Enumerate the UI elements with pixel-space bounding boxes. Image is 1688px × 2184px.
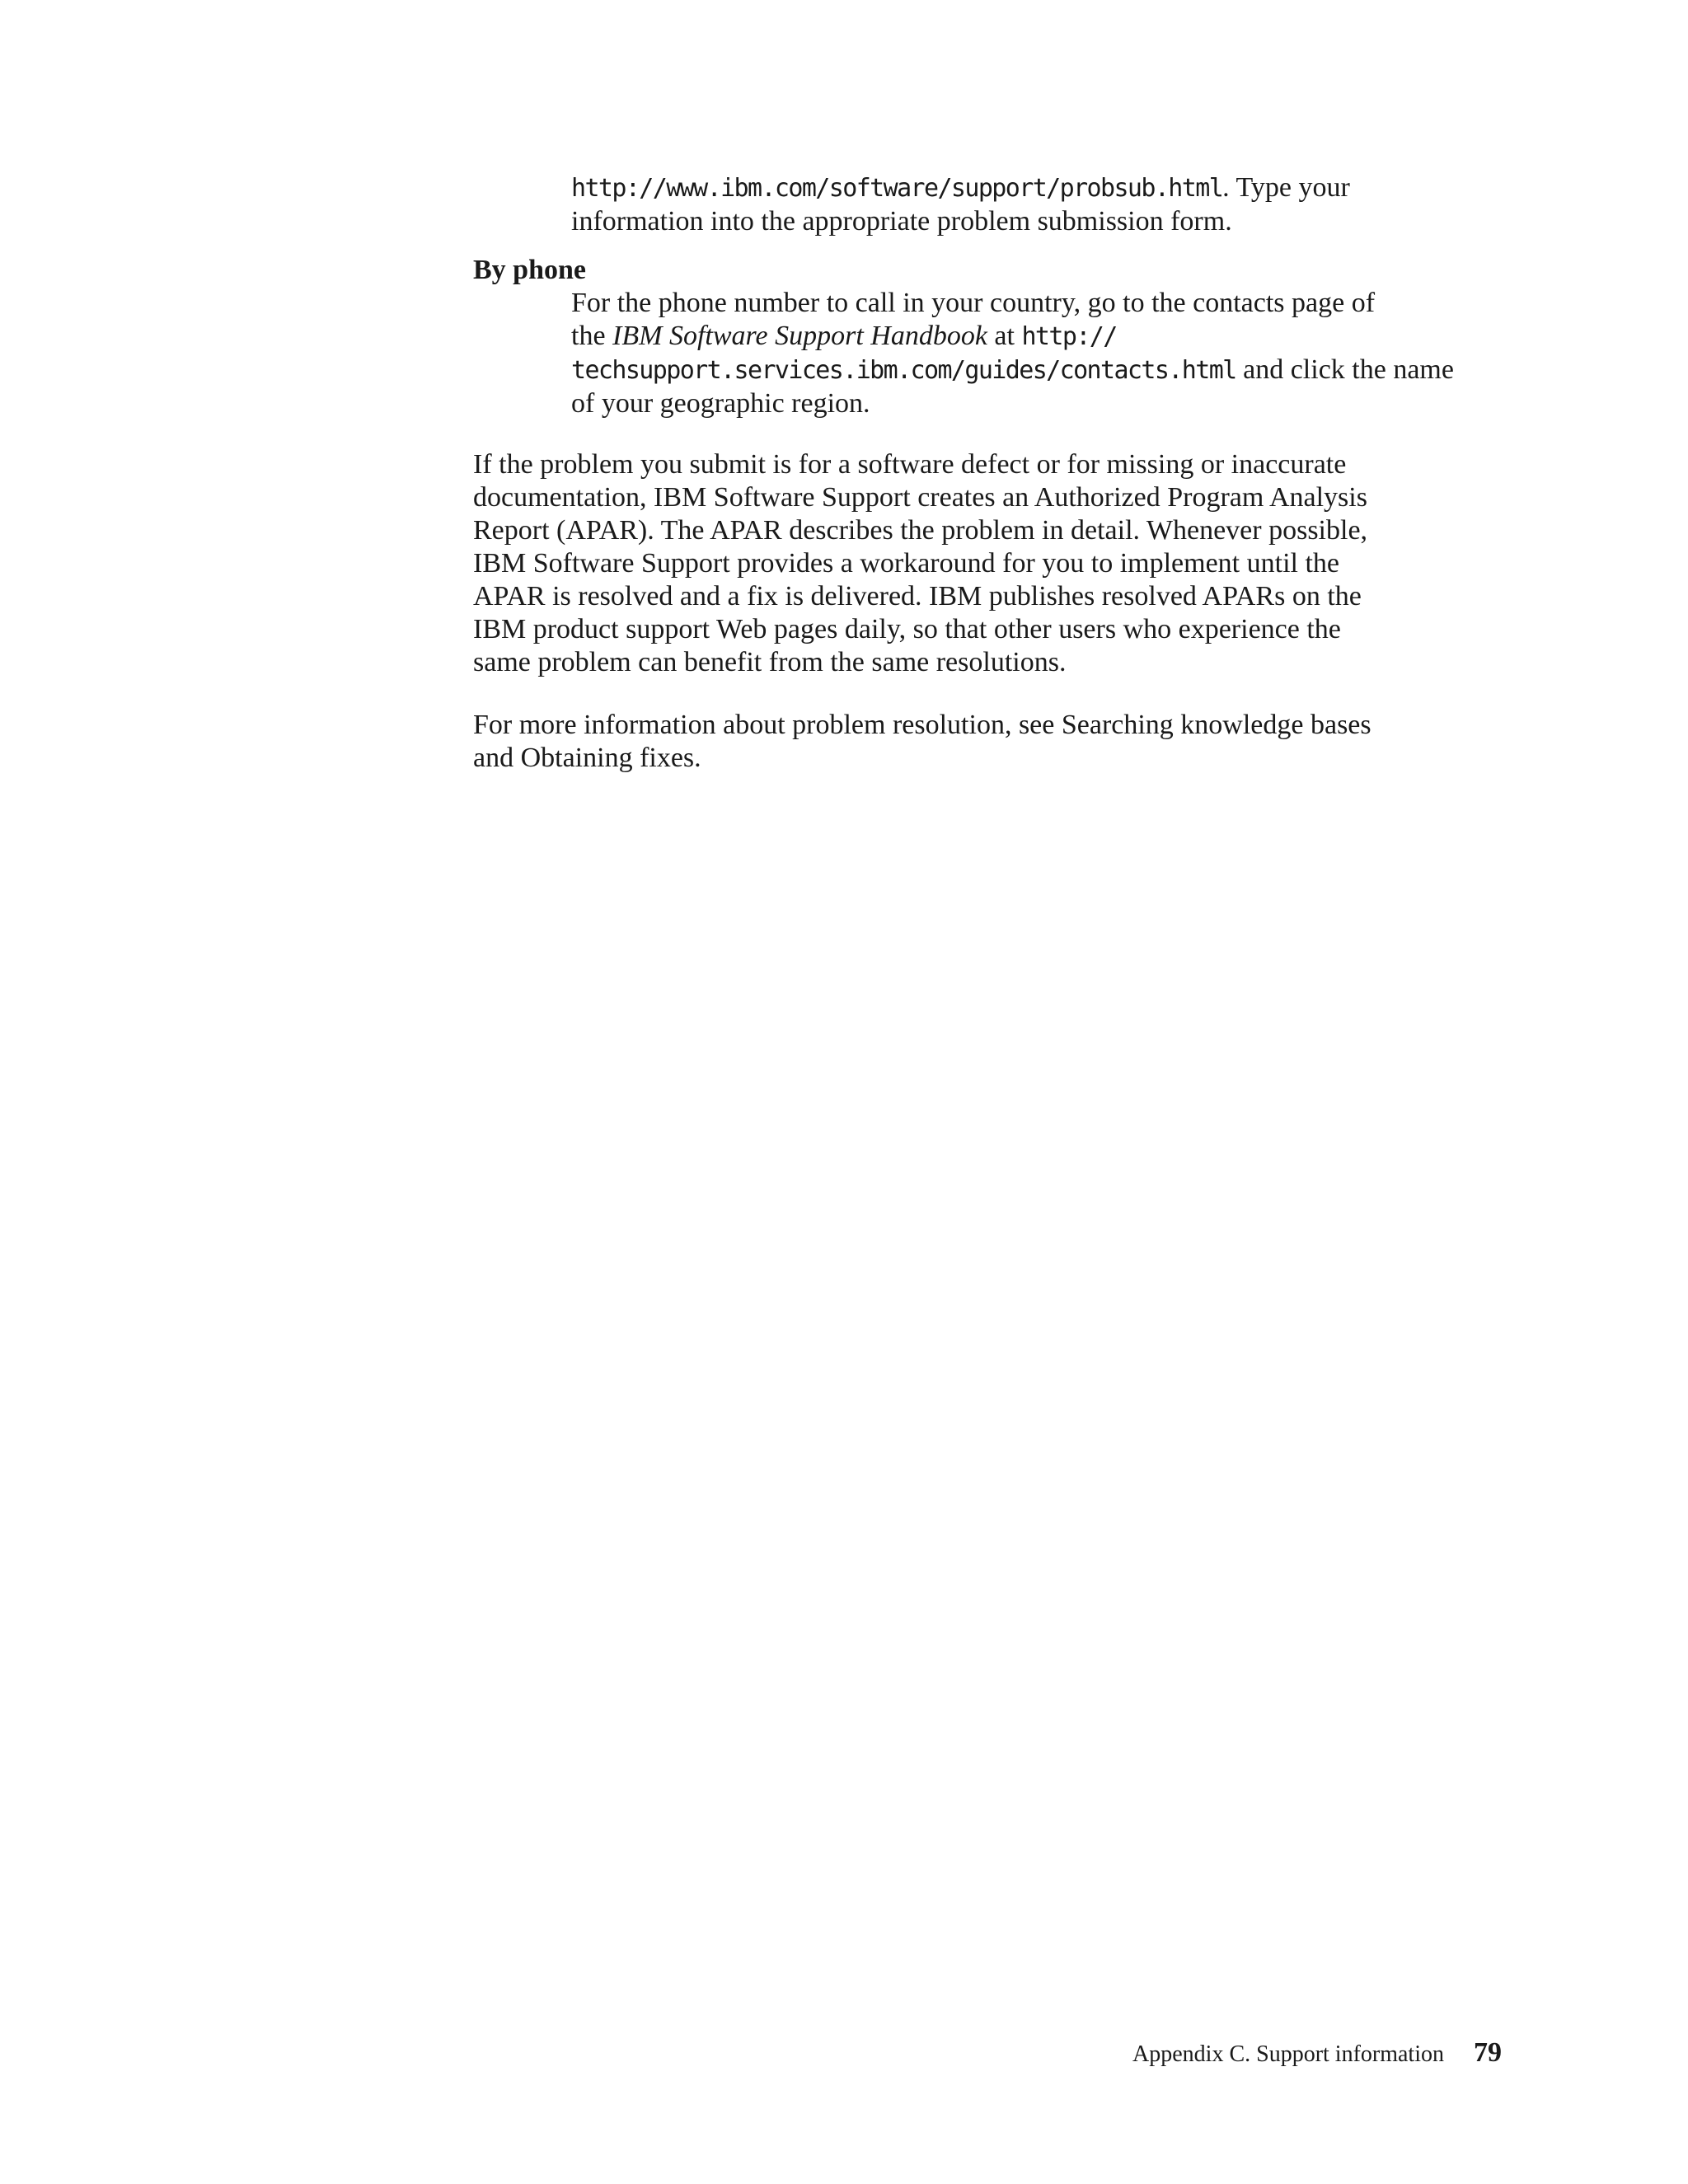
more-info-paragraph [473,709,1512,775]
apar-paragraph [473,448,1512,679]
page-footer [0,2037,1502,2069]
apar-line-1: If the problem you submit is for a software defect or for missing or inaccurate [473,449,1347,480]
phone-line-3-suffix: and click the name [1236,354,1454,385]
contacts-url-part-1[interactable]: http:// [1021,322,1117,351]
by-phone-definition [571,287,1503,420]
web-submission-after-url: . Type your [1222,172,1350,203]
phone-line-2-mid: at [987,321,1022,351]
apar-line-2: documentation, IBM Software Support creates an Authorized Program Analysis [473,482,1367,513]
by-phone-term: By phone [473,255,586,285]
web-submission-line-2: information into the appropriate problem submission form. [571,206,1232,237]
apar-line-3: Report (APAR). The APAR describes the problem in detail. Whenever possible, [473,515,1368,546]
phone-line-3 [571,354,1503,387]
handbook-title: IBM Software Support Handbook [612,321,987,351]
web-submission-line-1 [571,171,1503,205]
web-submission-definition [571,171,1503,238]
probsub-url[interactable]: http://www.ibm.com/software/support/probsub.html [571,174,1223,203]
apar-line-7: same problem can benefit from the same resolutions. [473,647,1067,677]
apar-line-5: APAR is resolved and a fix is delivered. IBM publishes resolved APARs on the [473,581,1362,612]
page-number: 79 [1474,2037,1502,2068]
phone-line-2-prefix: the [571,321,613,351]
contacts-url-part-2[interactable]: techsupport.services.ibm.com/guides/contacts.html [571,356,1236,385]
phone-line-4: of your geographic region. [571,388,870,419]
footer-section-title: Appendix C. Support information [1132,2041,1444,2067]
apar-line-4: IBM Software Support provides a workaround for you to implement until the [473,548,1339,579]
apar-line-6: IBM product support Web pages daily, so that other users who experience the [473,614,1341,644]
more-info-line-1: For more information about problem resolution, see Searching knowledge bases [473,710,1372,740]
more-info-line-2: and Obtaining fixes. [473,743,701,773]
phone-line-1: For the phone number to call in your country, go to the contacts page of [571,288,1376,318]
phone-line-2 [571,320,1503,354]
